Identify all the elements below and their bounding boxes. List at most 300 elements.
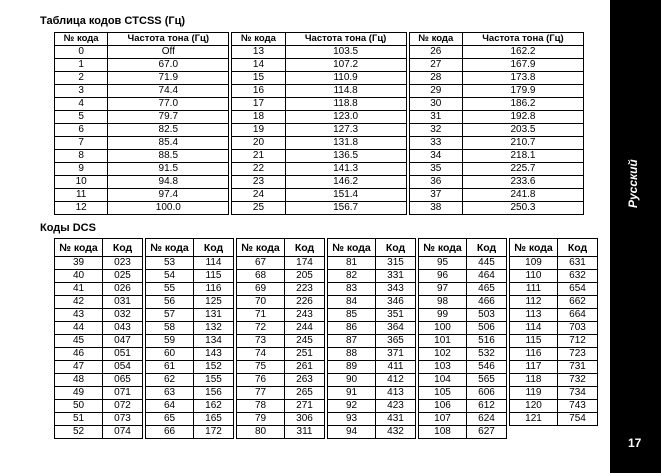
dcs-code-cell: 466 <box>467 296 507 309</box>
table-row <box>55 413 598 426</box>
ctcss-freq-cell: 118.8 <box>285 98 406 111</box>
dcs-code-cell: 743 <box>558 400 598 413</box>
dcs-header-number: № кода <box>419 239 467 257</box>
ctcss-freq-cell: 167.9 <box>462 59 583 72</box>
ctcss-code-cell: 29 <box>409 85 462 98</box>
dcs-number-cell: 87 <box>328 335 376 348</box>
dcs-number-cell: 86 <box>328 322 376 335</box>
dcs-code-cell: 754 <box>558 413 598 426</box>
ctcss-code-cell: 14 <box>232 59 285 72</box>
dcs-number-cell: 89 <box>328 361 376 374</box>
table-row <box>55 387 598 400</box>
dcs-code-cell: 351 <box>376 309 416 322</box>
ctcss-code-cell: 19 <box>232 124 285 137</box>
dcs-code-cell: 243 <box>285 309 325 322</box>
dcs-number-cell: 120 <box>510 400 558 413</box>
dcs-number-cell: 84 <box>328 296 376 309</box>
dcs-code-cell: 413 <box>376 387 416 400</box>
dcs-header-row <box>55 239 598 257</box>
dcs-number-cell: 97 <box>419 283 467 296</box>
dcs-code-cell: 115 <box>194 270 234 283</box>
ctcss-code-cell: 0 <box>55 46 108 59</box>
dcs-number-cell: 83 <box>328 283 376 296</box>
ctcss-freq-cell: 162.2 <box>462 46 583 59</box>
dcs-header-code: Код <box>467 239 507 257</box>
ctcss-code-cell: 34 <box>409 150 462 163</box>
dcs-header-code: Код <box>103 239 143 257</box>
ctcss-code-cell: 18 <box>232 111 285 124</box>
dcs-code-cell: 365 <box>376 335 416 348</box>
dcs-number-cell: 79 <box>237 413 285 426</box>
dcs-header-code: Код <box>558 239 598 257</box>
dcs-code-cell: 261 <box>285 361 325 374</box>
dcs-table <box>54 238 598 439</box>
ctcss-freq-cell: 225.7 <box>462 163 583 176</box>
dcs-number-cell: 66 <box>146 426 194 439</box>
ctcss-code-cell: 26 <box>409 46 462 59</box>
dcs-number-cell: 58 <box>146 322 194 335</box>
dcs-number-cell: 100 <box>419 322 467 335</box>
language-sidebar <box>610 0 661 473</box>
table-row <box>55 163 584 176</box>
dcs-code-cell: 065 <box>103 374 143 387</box>
dcs-number-cell: 95 <box>419 257 467 270</box>
ctcss-code-cell: 23 <box>232 176 285 189</box>
dcs-number-cell: 103 <box>419 361 467 374</box>
ctcss-freq-cell: 100.0 <box>108 202 229 215</box>
dcs-number-cell: 108 <box>419 426 467 439</box>
dcs-number-cell: 76 <box>237 374 285 387</box>
dcs-number-cell: 50 <box>55 400 103 413</box>
ctcss-freq-cell: 156.7 <box>285 202 406 215</box>
dcs-code-cell: 664 <box>558 309 598 322</box>
dcs-number-cell: 92 <box>328 400 376 413</box>
dcs-number-cell: 118 <box>510 374 558 387</box>
ctcss-freq-cell: 67.0 <box>108 59 229 72</box>
dcs-number-cell: 74 <box>237 348 285 361</box>
ctcss-table <box>54 32 584 215</box>
dcs-number-cell: 77 <box>237 387 285 400</box>
dcs-code-cell: 732 <box>558 374 598 387</box>
ctcss-freq-cell: 110.9 <box>285 72 406 85</box>
ctcss-freq-cell: 88.5 <box>108 150 229 163</box>
dcs-number-cell: 91 <box>328 387 376 400</box>
dcs-code-cell: 627 <box>467 426 507 439</box>
ctcss-freq-cell: 218.1 <box>462 150 583 163</box>
dcs-code-cell: 631 <box>558 257 598 270</box>
ctcss-table-title: Таблица кодов CTCSS (Гц) <box>40 15 186 27</box>
dcs-number-cell: 119 <box>510 387 558 400</box>
dcs-header-number: № кода <box>510 239 558 257</box>
dcs-number-cell: 59 <box>146 335 194 348</box>
dcs-number-cell: 96 <box>419 270 467 283</box>
dcs-number-cell: 116 <box>510 348 558 361</box>
dcs-code-cell: 445 <box>467 257 507 270</box>
dcs-code-cell: 364 <box>376 322 416 335</box>
dcs-code-cell: 023 <box>103 257 143 270</box>
dcs-code-cell: 432 <box>376 426 416 439</box>
dcs-code-cell: 723 <box>558 348 598 361</box>
dcs-code-cell: 043 <box>103 322 143 335</box>
dcs-table-title: Коды DCS <box>40 222 96 234</box>
ctcss-code-cell: 8 <box>55 150 108 163</box>
table-row <box>55 189 584 202</box>
dcs-code-cell: 152 <box>194 361 234 374</box>
ctcss-header-row <box>55 33 584 46</box>
ctcss-freq-cell: 74.4 <box>108 85 229 98</box>
table-row <box>55 202 584 215</box>
table-row <box>55 72 584 85</box>
ctcss-freq-cell: 250.3 <box>462 202 583 215</box>
dcs-header-number: № кода <box>328 239 376 257</box>
ctcss-code-cell: 1 <box>55 59 108 72</box>
dcs-code-cell: 632 <box>558 270 598 283</box>
ctcss-freq-cell: 136.5 <box>285 150 406 163</box>
ctcss-code-cell: 2 <box>55 72 108 85</box>
ctcss-code-cell: 20 <box>232 137 285 150</box>
dcs-number-cell: 54 <box>146 270 194 283</box>
table-row <box>55 59 584 72</box>
dcs-code-cell: 251 <box>285 348 325 361</box>
dcs-number-cell: 90 <box>328 374 376 387</box>
dcs-code-cell: 226 <box>285 296 325 309</box>
ctcss-freq-cell: 127.3 <box>285 124 406 137</box>
dcs-code-cell: 174 <box>285 257 325 270</box>
dcs-code-cell: 032 <box>103 309 143 322</box>
dcs-number-cell: 82 <box>328 270 376 283</box>
dcs-number-cell: 113 <box>510 309 558 322</box>
ctcss-code-cell: 17 <box>232 98 285 111</box>
dcs-number-cell: 45 <box>55 335 103 348</box>
dcs-header-code: Код <box>285 239 325 257</box>
dcs-code-cell: 624 <box>467 413 507 426</box>
ctcss-code-cell: 7 <box>55 137 108 150</box>
dcs-number-cell: 44 <box>55 322 103 335</box>
ctcss-code-cell: 12 <box>55 202 108 215</box>
dcs-number-cell: 102 <box>419 348 467 361</box>
dcs-code-cell: 465 <box>467 283 507 296</box>
dcs-number-cell: 94 <box>328 426 376 439</box>
dcs-number-cell: 46 <box>55 348 103 361</box>
dcs-code-cell: 662 <box>558 296 598 309</box>
dcs-number-cell: 101 <box>419 335 467 348</box>
dcs-number-cell: 43 <box>55 309 103 322</box>
table-row <box>55 270 598 283</box>
dcs-code-cell: 503 <box>467 309 507 322</box>
ctcss-freq-cell: Off <box>108 46 229 59</box>
dcs-code-cell: 331 <box>376 270 416 283</box>
dcs-number-cell: 60 <box>146 348 194 361</box>
dcs-number-cell: 65 <box>146 413 194 426</box>
dcs-code-cell: 734 <box>558 387 598 400</box>
dcs-code-cell: 143 <box>194 348 234 361</box>
ctcss-freq-cell: 79.7 <box>108 111 229 124</box>
ctcss-code-cell: 13 <box>232 46 285 59</box>
ctcss-code-cell: 27 <box>409 59 462 72</box>
dcs-number-cell: 107 <box>419 413 467 426</box>
dcs-code-cell: 464 <box>467 270 507 283</box>
ctcss-freq-cell: 141.3 <box>285 163 406 176</box>
ctcss-code-cell: 21 <box>232 150 285 163</box>
ctcss-freq-cell: 192.8 <box>462 111 583 124</box>
dcs-code-cell: 346 <box>376 296 416 309</box>
dcs-number-cell: 70 <box>237 296 285 309</box>
dcs-number-cell: 109 <box>510 257 558 270</box>
dcs-code-cell: 431 <box>376 413 416 426</box>
ctcss-header-freq: Частота тона (Гц) <box>462 33 583 46</box>
dcs-number-cell: 121 <box>510 413 558 426</box>
ctcss-code-cell: 36 <box>409 176 462 189</box>
ctcss-code-cell: 25 <box>232 202 285 215</box>
dcs-code-cell: 162 <box>194 400 234 413</box>
table-row <box>55 426 598 439</box>
ctcss-freq-cell: 85.4 <box>108 137 229 150</box>
dcs-header-number: № кода <box>146 239 194 257</box>
ctcss-freq-cell: 91.5 <box>108 163 229 176</box>
dcs-number-cell: 106 <box>419 400 467 413</box>
ctcss-freq-cell: 179.9 <box>462 85 583 98</box>
ctcss-freq-cell: 151.4 <box>285 189 406 202</box>
dcs-code-cell: 712 <box>558 335 598 348</box>
dcs-code-cell: 071 <box>103 387 143 400</box>
ctcss-code-cell: 22 <box>232 163 285 176</box>
ctcss-code-cell: 3 <box>55 85 108 98</box>
ctcss-code-cell: 35 <box>409 163 462 176</box>
dcs-number-cell: 49 <box>55 387 103 400</box>
dcs-code-cell <box>558 426 598 439</box>
dcs-number-cell: 114 <box>510 322 558 335</box>
dcs-number-cell: 56 <box>146 296 194 309</box>
dcs-number-cell: 52 <box>55 426 103 439</box>
table-row <box>55 309 598 322</box>
dcs-number-cell: 104 <box>419 374 467 387</box>
dcs-number-cell: 71 <box>237 309 285 322</box>
ctcss-freq-cell: 241.8 <box>462 189 583 202</box>
ctcss-header-freq: Частота тона (Гц) <box>285 33 406 46</box>
ctcss-code-cell: 33 <box>409 137 462 150</box>
dcs-code-cell: 532 <box>467 348 507 361</box>
dcs-code-cell: 271 <box>285 400 325 413</box>
dcs-number-cell: 112 <box>510 296 558 309</box>
page-number: 17 <box>628 436 642 450</box>
dcs-code-cell: 606 <box>467 387 507 400</box>
ctcss-code-cell: 31 <box>409 111 462 124</box>
table-row <box>55 137 584 150</box>
table-row <box>55 176 584 189</box>
dcs-code-cell: 031 <box>103 296 143 309</box>
dcs-code-cell: 731 <box>558 361 598 374</box>
dcs-number-cell: 39 <box>55 257 103 270</box>
dcs-number-cell: 48 <box>55 374 103 387</box>
dcs-code-cell: 054 <box>103 361 143 374</box>
dcs-code-cell: 165 <box>194 413 234 426</box>
dcs-code-cell: 703 <box>558 322 598 335</box>
dcs-number-cell: 80 <box>237 426 285 439</box>
dcs-code-cell: 125 <box>194 296 234 309</box>
ctcss-code-cell: 4 <box>55 98 108 111</box>
dcs-code-cell: 073 <box>103 413 143 426</box>
dcs-number-cell: 93 <box>328 413 376 426</box>
dcs-code-cell: 155 <box>194 374 234 387</box>
ctcss-freq-cell: 107.2 <box>285 59 406 72</box>
ctcss-freq-cell: 131.8 <box>285 137 406 150</box>
dcs-number-cell: 117 <box>510 361 558 374</box>
dcs-code-cell: 654 <box>558 283 598 296</box>
ctcss-freq-cell: 94.8 <box>108 176 229 189</box>
dcs-number-cell: 110 <box>510 270 558 283</box>
dcs-code-cell: 371 <box>376 348 416 361</box>
ctcss-freq-cell: 210.7 <box>462 137 583 150</box>
ctcss-freq-cell: 146.2 <box>285 176 406 189</box>
ctcss-code-cell: 32 <box>409 124 462 137</box>
dcs-code-cell: 245 <box>285 335 325 348</box>
language-label: Русский <box>626 159 640 208</box>
ctcss-code-cell: 28 <box>409 72 462 85</box>
dcs-number-cell: 105 <box>419 387 467 400</box>
dcs-code-cell: 072 <box>103 400 143 413</box>
dcs-number-cell <box>510 426 558 439</box>
ctcss-code-cell: 9 <box>55 163 108 176</box>
dcs-header-number: № кода <box>237 239 285 257</box>
ctcss-code-cell: 15 <box>232 72 285 85</box>
table-row <box>55 150 584 163</box>
ctcss-code-cell: 6 <box>55 124 108 137</box>
dcs-number-cell: 75 <box>237 361 285 374</box>
table-row <box>55 98 584 111</box>
table-row <box>55 85 584 98</box>
ctcss-freq-cell: 77.0 <box>108 98 229 111</box>
dcs-number-cell: 111 <box>510 283 558 296</box>
table-row <box>55 296 598 309</box>
table-row <box>55 124 584 137</box>
dcs-header-code: Код <box>194 239 234 257</box>
table-row <box>55 46 584 59</box>
dcs-number-cell: 63 <box>146 387 194 400</box>
ctcss-freq-cell: 233.6 <box>462 176 583 189</box>
ctcss-code-cell: 30 <box>409 98 462 111</box>
dcs-code-cell: 114 <box>194 257 234 270</box>
dcs-number-cell: 69 <box>237 283 285 296</box>
dcs-code-cell: 134 <box>194 335 234 348</box>
ctcss-header-code: № кода <box>55 33 108 46</box>
dcs-number-cell: 51 <box>55 413 103 426</box>
dcs-number-cell: 81 <box>328 257 376 270</box>
dcs-code-cell: 051 <box>103 348 143 361</box>
ctcss-freq-cell: 173.8 <box>462 72 583 85</box>
dcs-code-cell: 311 <box>285 426 325 439</box>
dcs-number-cell: 73 <box>237 335 285 348</box>
table-row <box>55 348 598 361</box>
dcs-code-cell: 506 <box>467 322 507 335</box>
dcs-code-cell: 025 <box>103 270 143 283</box>
ctcss-freq-cell: 203.5 <box>462 124 583 137</box>
dcs-number-cell: 57 <box>146 309 194 322</box>
ctcss-header-code: № кода <box>232 33 285 46</box>
ctcss-code-cell: 24 <box>232 189 285 202</box>
table-row <box>55 111 584 124</box>
dcs-number-cell: 98 <box>419 296 467 309</box>
dcs-header-code: Код <box>376 239 416 257</box>
dcs-number-cell: 40 <box>55 270 103 283</box>
dcs-code-cell: 131 <box>194 309 234 322</box>
ctcss-freq-cell: 82.5 <box>108 124 229 137</box>
dcs-code-cell: 172 <box>194 426 234 439</box>
dcs-number-cell: 85 <box>328 309 376 322</box>
dcs-code-cell: 265 <box>285 387 325 400</box>
dcs-number-cell: 72 <box>237 322 285 335</box>
table-row <box>55 374 598 387</box>
ctcss-freq-cell: 186.2 <box>462 98 583 111</box>
ctcss-freq-cell: 123.0 <box>285 111 406 124</box>
dcs-number-cell: 78 <box>237 400 285 413</box>
dcs-code-cell: 612 <box>467 400 507 413</box>
table-row <box>55 257 598 270</box>
dcs-code-cell: 205 <box>285 270 325 283</box>
ctcss-freq-cell: 103.5 <box>285 46 406 59</box>
dcs-code-cell: 565 <box>467 374 507 387</box>
dcs-number-cell: 42 <box>55 296 103 309</box>
dcs-code-cell: 423 <box>376 400 416 413</box>
ctcss-code-cell: 38 <box>409 202 462 215</box>
dcs-number-cell: 64 <box>146 400 194 413</box>
table-row <box>55 400 598 413</box>
dcs-code-cell: 156 <box>194 387 234 400</box>
dcs-code-cell: 411 <box>376 361 416 374</box>
dcs-code-cell: 412 <box>376 374 416 387</box>
dcs-number-cell: 88 <box>328 348 376 361</box>
dcs-number-cell: 62 <box>146 374 194 387</box>
dcs-number-cell: 41 <box>55 283 103 296</box>
dcs-number-cell: 53 <box>146 257 194 270</box>
ctcss-code-cell: 16 <box>232 85 285 98</box>
table-row <box>55 361 598 374</box>
dcs-code-cell: 263 <box>285 374 325 387</box>
dcs-code-cell: 026 <box>103 283 143 296</box>
dcs-number-cell: 55 <box>146 283 194 296</box>
dcs-code-cell: 223 <box>285 283 325 296</box>
ctcss-freq-cell: 114.8 <box>285 85 406 98</box>
ctcss-header-code: № кода <box>409 33 462 46</box>
dcs-number-cell: 68 <box>237 270 285 283</box>
table-row <box>55 283 598 296</box>
ctcss-header-freq: Частота тона (Гц) <box>108 33 229 46</box>
dcs-code-cell: 516 <box>467 335 507 348</box>
ctcss-code-cell: 10 <box>55 176 108 189</box>
dcs-number-cell: 67 <box>237 257 285 270</box>
table-row <box>55 335 598 348</box>
dcs-code-cell: 315 <box>376 257 416 270</box>
ctcss-freq-cell: 71.9 <box>108 72 229 85</box>
dcs-code-cell: 047 <box>103 335 143 348</box>
dcs-code-cell: 074 <box>103 426 143 439</box>
dcs-number-cell: 115 <box>510 335 558 348</box>
dcs-number-cell: 99 <box>419 309 467 322</box>
dcs-header-number: № кода <box>55 239 103 257</box>
ctcss-code-cell: 5 <box>55 111 108 124</box>
dcs-code-cell: 244 <box>285 322 325 335</box>
ctcss-code-cell: 11 <box>55 189 108 202</box>
dcs-code-cell: 343 <box>376 283 416 296</box>
dcs-code-cell: 546 <box>467 361 507 374</box>
dcs-number-cell: 61 <box>146 361 194 374</box>
ctcss-code-cell: 37 <box>409 189 462 202</box>
dcs-number-cell: 47 <box>55 361 103 374</box>
ctcss-freq-cell: 97.4 <box>108 189 229 202</box>
dcs-code-cell: 132 <box>194 322 234 335</box>
table-row <box>55 322 598 335</box>
dcs-code-cell: 116 <box>194 283 234 296</box>
dcs-code-cell: 306 <box>285 413 325 426</box>
